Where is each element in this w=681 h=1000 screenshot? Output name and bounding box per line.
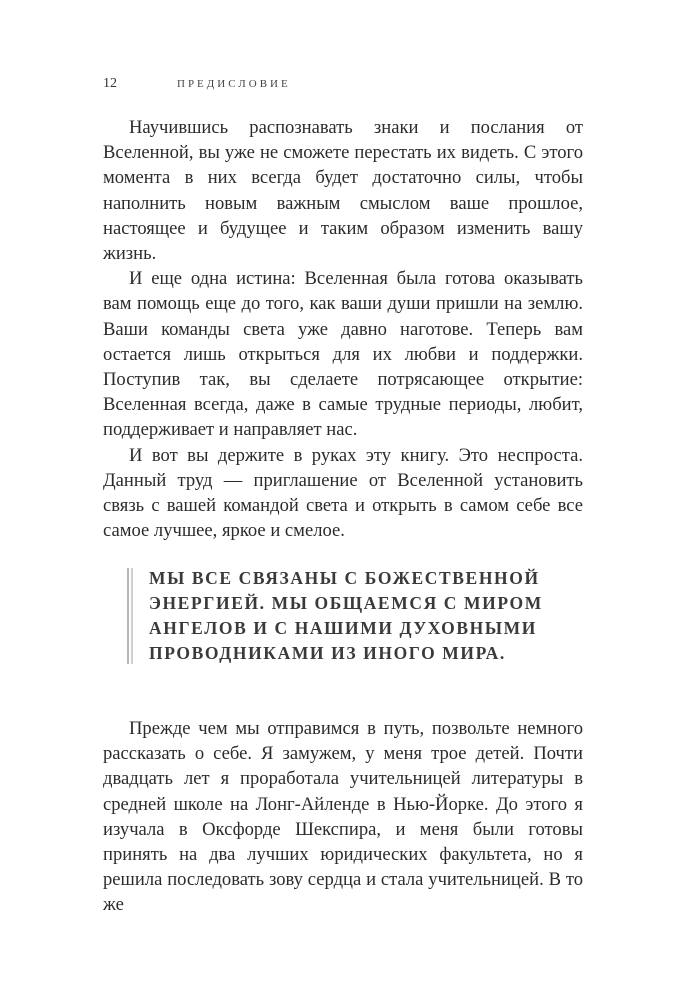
body-text-top	[103, 115, 583, 543]
paragraph: И еще одна истина: Вселенная была готова оказывать вам помощь еще до того, как ваши души пришли на землю. Ваши команды света уже давно наготове. Теперь вам остается лишь открыться для их любви и поддержки. Поступив так, вы сделаете потрясающее открытие: Вселенная всегда, даже в самые трудные периоды, любит, поддерживает и направляет нас.	[103, 268, 583, 441]
pull-quote	[127, 566, 583, 664]
paragraph: Прежде чем мы отправимся в путь, позвольте немного рассказать о себе. Я замужем, у меня трое детей. Почти двадцать лет я проработала учительницей литературы в средней школе на Лонг-Айленде в Нью-Йорке. До этого я изучала в Оксфорде Шекспира, и меня были готовы принять на два лучших юридических факультета, но я решила последовать зову сердца и стала учительницей. В то же	[103, 718, 583, 916]
body-text-bottom	[103, 716, 583, 918]
paragraph: И вот вы держите в руках эту книгу. Это неспроста. Данный труд — приглашение от Вселенной установить связь с вашей командой света и открыть в самом себе все самое лучшее, яркое и смелое.	[103, 444, 583, 542]
quote-bar	[127, 568, 133, 664]
pull-quote-text: МЫ ВСЕ СВЯЗАНЫ С БОЖЕСТВЕННОЙ ЭНЕРГИЕЙ. МЫ ОБЩАЕМСЯ С МИРОМ АНГЕЛОВ И С НАШИМИ ДУХОВНЫМИ ПРОВОДНИКАМИ ИЗ ИНОГО МИРА.	[149, 568, 543, 663]
page-number: 12	[103, 76, 117, 91]
page-header	[103, 76, 291, 96]
paragraph: Научившись распознавать знаки и послания от Вселенной, вы уже не сможете перестать их видеть. С этого момента в них всегда будет достаточно силы, чтобы наполнить новым важным смыслом ваше прошлое, настоящее и будущее и таким образом изменить вашу жизнь.	[103, 117, 583, 265]
running-title: ПРЕДИСЛОВИЕ	[177, 78, 291, 90]
